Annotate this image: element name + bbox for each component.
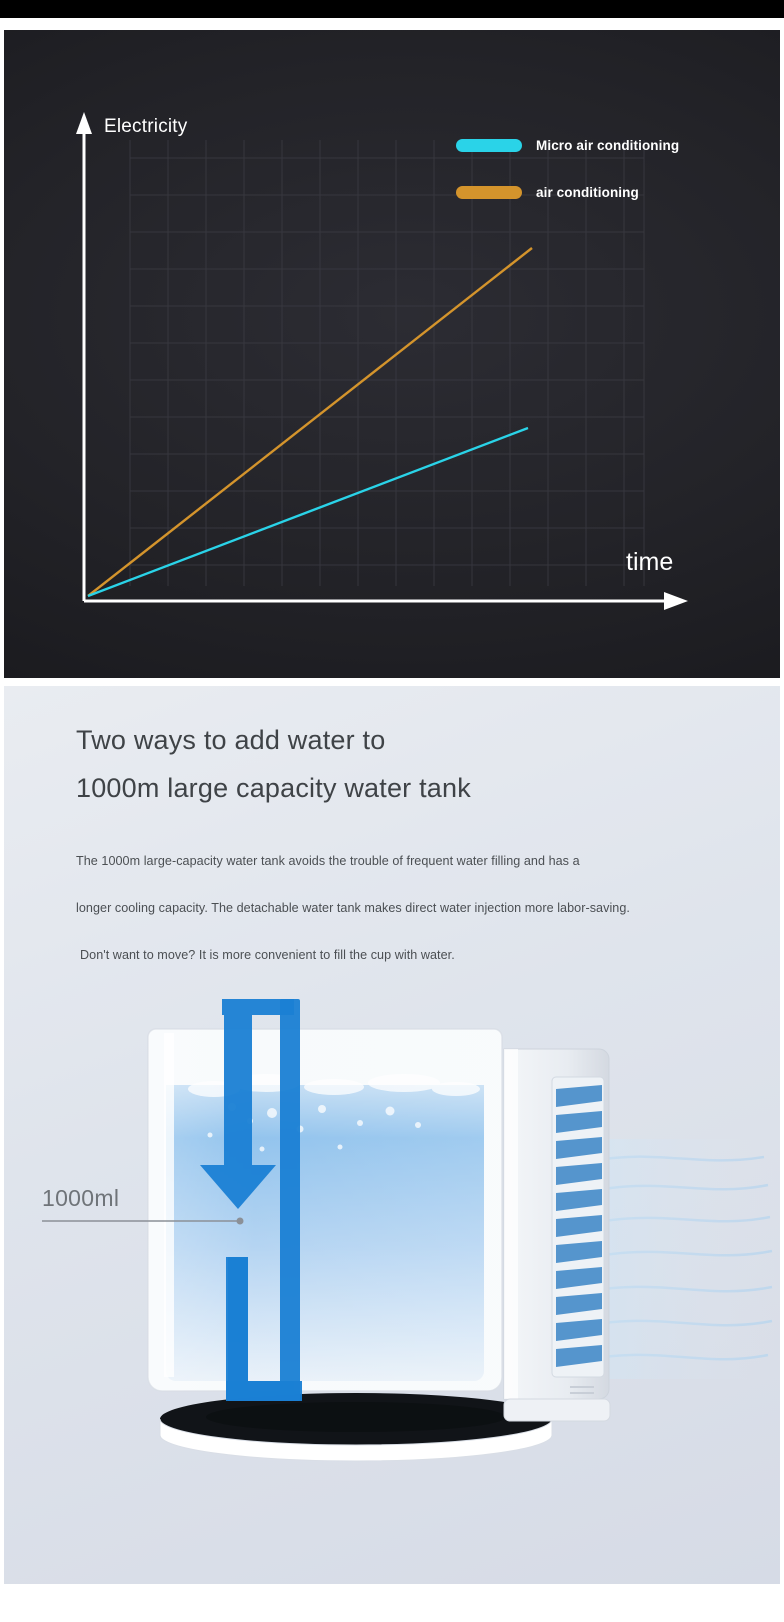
section-divider — [0, 678, 784, 686]
capacity-callout-label: 1000ml — [42, 1185, 120, 1211]
tank-and-cooler-graphic — [4, 989, 780, 1549]
cooler-louvers — [552, 1077, 604, 1377]
y-axis-arrow — [76, 112, 92, 134]
water-tank-section — [4, 686, 780, 1584]
legend-label-micro-air-conditioning: Micro air conditioning — [536, 137, 680, 153]
legend-label-air-conditioning: air conditioning — [536, 184, 639, 200]
chart-legend — [456, 130, 756, 224]
section-heading — [4, 686, 780, 812]
section-body-copy — [4, 812, 780, 979]
legend-item-micro-air-conditioning — [456, 130, 756, 160]
base-right-foot — [504, 1399, 610, 1421]
y-axis-label: Electricity — [104, 116, 188, 137]
electricity-vs-time-chart — [4, 30, 780, 678]
legend-item-air-conditioning — [456, 177, 756, 207]
heading-line-1: Two ways to add water to — [76, 725, 386, 755]
product-illustration — [4, 989, 780, 1549]
airflow-haze — [600, 1139, 780, 1379]
series-line-micro-air-conditioning — [88, 428, 528, 596]
top-white-gap — [0, 18, 784, 30]
body-paragraph-1: The 1000m large-capacity water tank avoids the trouble of frequent water filling and has a — [76, 854, 580, 868]
chart-plot-area — [4, 30, 780, 678]
x-axis-arrow — [664, 592, 688, 610]
cooler-body — [504, 1049, 609, 1399]
x-axis-label: time — [626, 548, 674, 576]
water-tank — [148, 1029, 502, 1391]
bottom-padding — [0, 1584, 784, 1622]
legend-swatch-cyan — [456, 139, 522, 152]
heading-line-2: 1000m large capacity water tank — [76, 773, 471, 803]
body-paragraph-2: longer cooling capacity. The detachable water tank makes direct water injection more labor-saving. — [76, 901, 630, 915]
body-paragraph-3: Don't want to move? It is more convenient to fill the cup with water. — [80, 948, 455, 962]
product-base — [160, 1393, 610, 1461]
top-black-strip — [0, 0, 784, 18]
series-line-air-conditioning — [88, 248, 532, 596]
legend-swatch-orange — [456, 186, 522, 199]
